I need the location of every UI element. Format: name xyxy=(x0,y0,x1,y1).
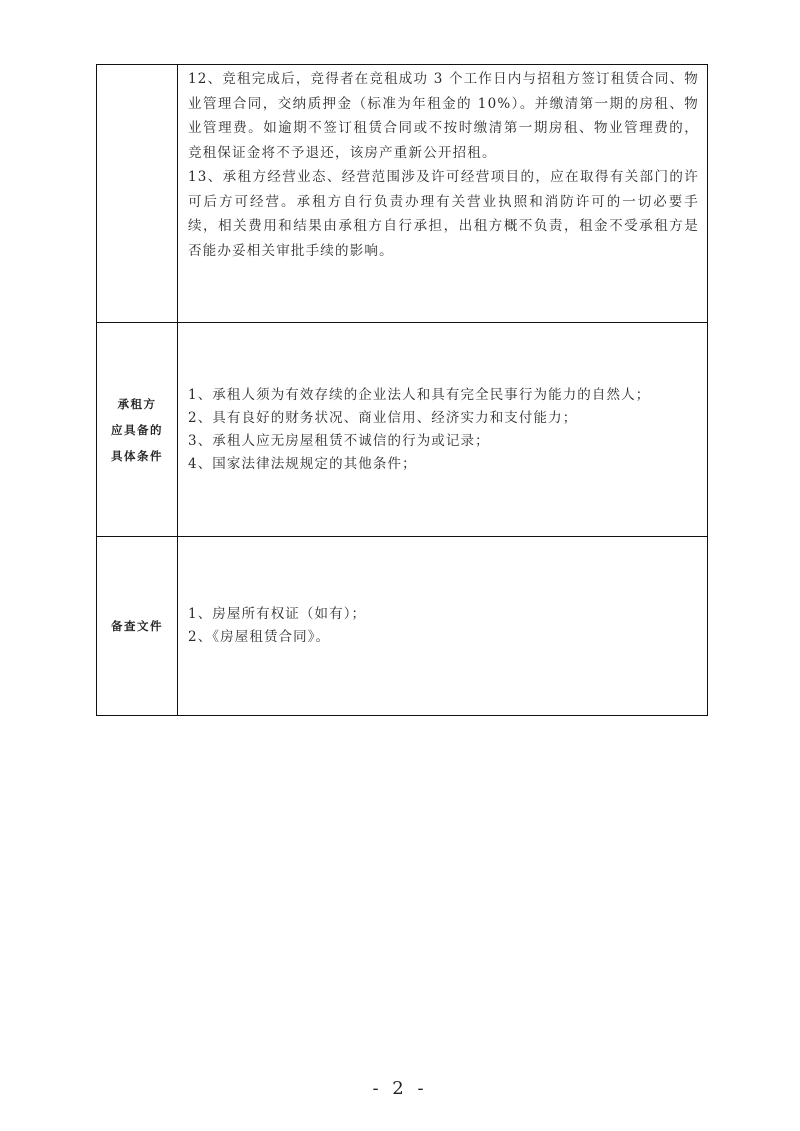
clause-12: 12、竞租完成后，竞得者在竞租成功 3 个工作日内与招租方签订租赁合同、物业管理合同，交纳质押金（标准为年租金的 10%）。并缴清第一期的房租、物业管理费。如逾期不签订租赁合同或不按时缴清第一期房租、物业管理费的，竞租保证金将不予退还，该房产重新公开招租。 xyxy=(188,71,699,161)
list-item: 2、《房屋租赁合同》。 xyxy=(188,629,331,645)
list-item: 2、具有良好的财务状况、商业信用、经济实力和支付能力； xyxy=(188,409,578,426)
clause-13: 13、承租方经营业态、经营范围涉及许可经营项目的，应在取得有关部门的许可后方可经营。承租方自行负责办理有关营业执照和消防许可的一切必要手续，相关费用和结果由承租方自行承担，出租方概不负责，租金不受承租方是否能办妥相关审批手续的影响。 xyxy=(188,169,699,259)
reference-documents-content xyxy=(178,537,707,715)
label-line: 承租方 xyxy=(117,396,157,411)
label-line: 具体条件 xyxy=(111,448,163,463)
table-row-terms xyxy=(97,65,707,323)
label-line: 应具备的 xyxy=(111,422,163,437)
table-row-lessee-conditions xyxy=(97,323,707,537)
row-label-lessee-conditions xyxy=(97,323,178,536)
requirements-table xyxy=(96,64,708,716)
lessee-conditions-content xyxy=(178,323,707,536)
list-item: 1、房屋所有权证（如有）； xyxy=(188,606,367,622)
table-row-reference-documents xyxy=(97,537,707,715)
list-item: 3、承租人应无房屋租赁不诚信的行为或记录； xyxy=(188,432,490,449)
terms-content xyxy=(178,65,707,322)
list-item: 1、承租人须为有效存续的企业法人和具有完全民事行为能力的自然人； xyxy=(188,386,651,403)
row-label-empty xyxy=(97,65,178,322)
row-label-reference-documents xyxy=(97,537,178,715)
page-number: - 2 - xyxy=(372,1078,428,1099)
list-item: 4、国家法律法规规定的其他条件； xyxy=(188,455,417,472)
label-line: 备查文件 xyxy=(111,619,163,633)
